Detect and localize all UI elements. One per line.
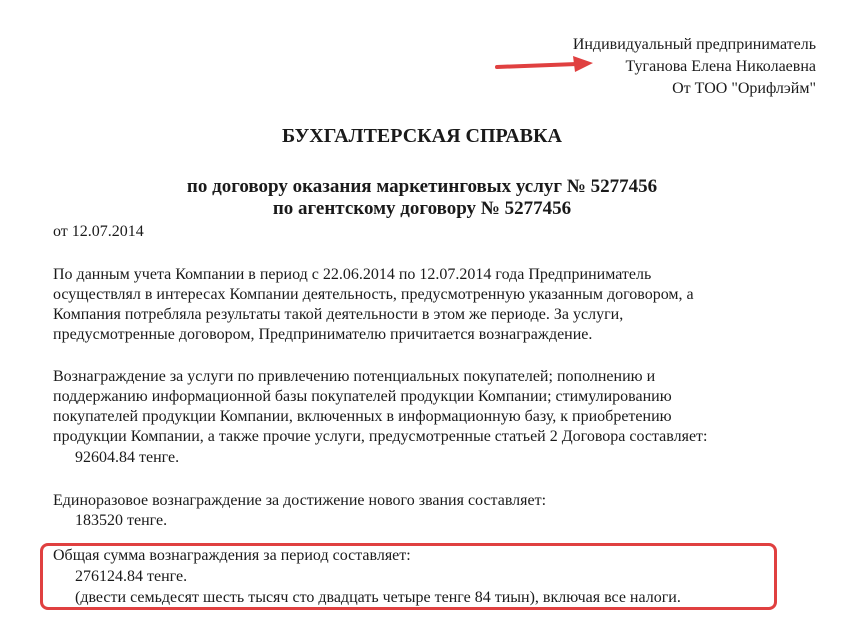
header-recipient-name: Туганова Елена Николаевна	[625, 58, 816, 75]
subtitle-marketing-contract: по договору оказания маркетинговых услуг № 5277456	[186, 176, 658, 197]
subtitle-agency-contract: по агентскому договору № 5277456	[272, 198, 572, 219]
paragraph-line: По данным учета Компании в период с 22.06.2014 по 12.07.2014 года Предприниматель	[53, 266, 652, 283]
document-title: БУХГАЛТЕРСКАЯ СПРАВКА	[282, 125, 562, 147]
paragraph-line: Единоразовое вознаграждение за достижение нового звания составляет:	[53, 492, 547, 509]
header-line-1: Индивидуальный предприниматель	[572, 36, 816, 53]
total-amount: 276124.84 тенге.	[75, 568, 188, 585]
paragraph-line: Компания потребляла результаты такой деятельности в этом же периоде. За услуги,	[53, 306, 624, 323]
paragraph-line: продукции Компании, а также прочие услуги, предусмотренные статьей 2 Договора составляет:	[53, 428, 708, 445]
rank-bonus-amount: 183520 тенге.	[75, 512, 168, 529]
paragraph-line: покупателей продукции Компании, включенных в информационную базу, к приобретению	[53, 408, 672, 425]
paragraph-line: Вознаграждение за услуги по привлечению потенциальных покупателей; пополнению и	[53, 368, 656, 385]
total-amount-words: (двести семьдесят шесть тысяч сто двадцать четыре тенге 84 тиын), включая все налоги.	[75, 589, 681, 606]
paragraph-line: предусмотренные договором, Предпринимателю причитается вознаграждение.	[53, 326, 593, 343]
services-amount: 92604.84 тенге.	[75, 449, 180, 466]
header-from: От ТОО "Орифлэйм"	[672, 80, 816, 97]
paragraph-line: поддержанию информационной базы покупателей продукции Компании; стимулированию	[53, 388, 672, 405]
arrow-annotation-icon	[495, 56, 595, 76]
document-date: от 12.07.2014	[53, 223, 144, 240]
total-label: Общая сумма вознаграждения за период составляет:	[53, 547, 411, 564]
paragraph-line: осуществлял в интересах Компании деятельность, предусмотренную указанным договором, а	[53, 286, 694, 303]
